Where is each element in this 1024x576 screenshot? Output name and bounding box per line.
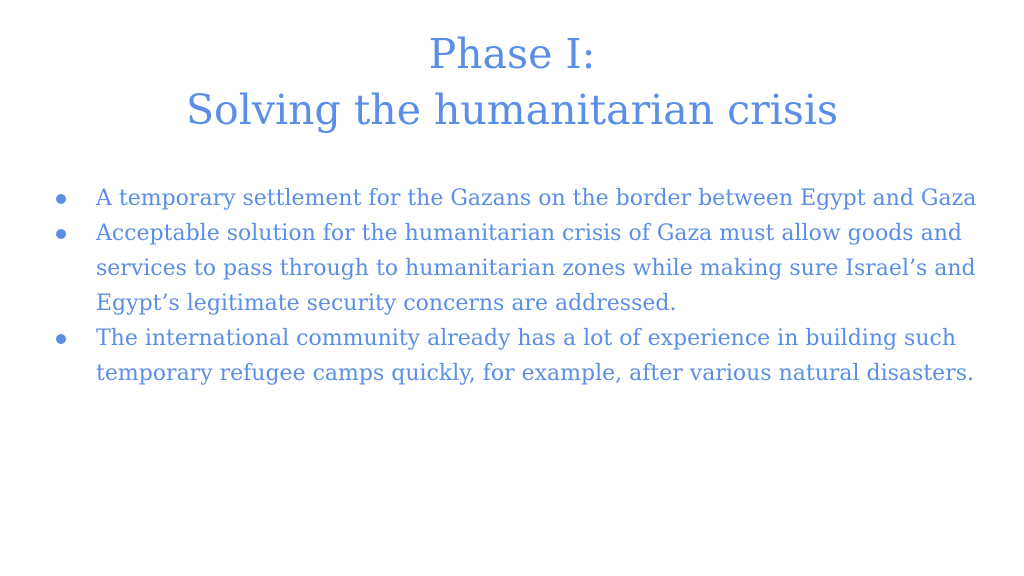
title-line-2: Solving the humanitarian crisis <box>185 86 839 134</box>
bullet-text-2: Acceptable solution for the humanitarian crisis of Gaza must allow goods and services to pass through to humanitarian zones while making sure Israel’s and Egypt’s legitimate security concerns are addressed. <box>96 221 976 316</box>
bullet-text-3: The international community already has a lot of experience in building such temporary refugee camps quickly, for example, after various natural disasters. <box>96 326 975 386</box>
title-line-1: Phase I: <box>428 30 596 78</box>
bullet-text-1: A temporary settlement for the Gazans on the border between Egypt and Gaza <box>96 186 977 211</box>
slide-title <box>0 26 1024 138</box>
bullet-dot-icon <box>56 194 66 204</box>
bullet-dot-icon <box>56 229 66 239</box>
bullet-item-1 <box>56 181 996 216</box>
bullet-dot-icon <box>56 334 66 344</box>
bullet-item-2 <box>56 216 996 321</box>
bullet-list <box>56 181 996 391</box>
bullet-item-3 <box>56 321 996 391</box>
